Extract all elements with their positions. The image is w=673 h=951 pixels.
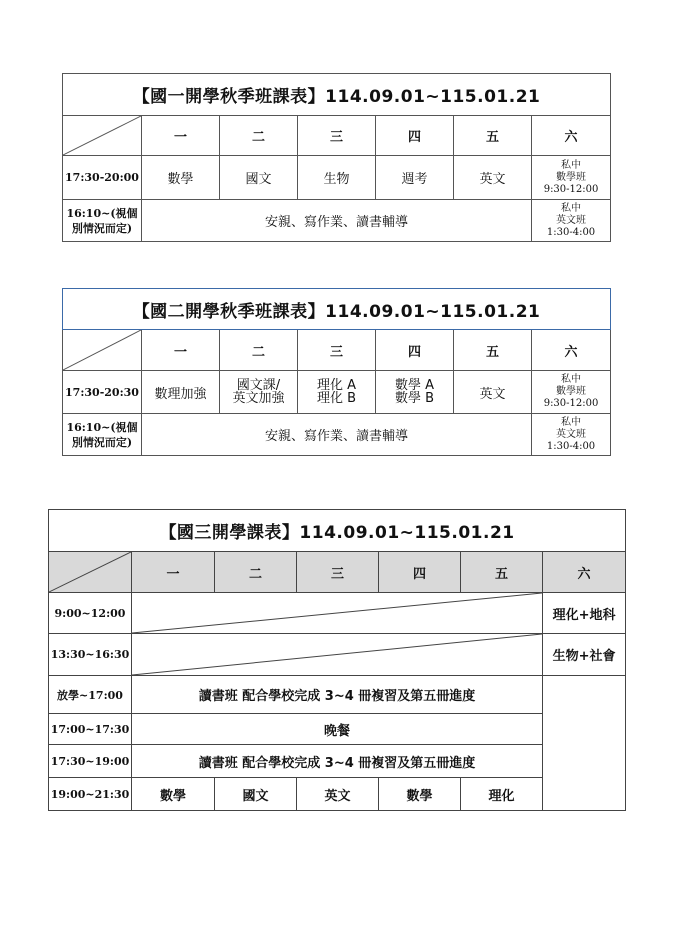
time-slot: 19:00~21:30 [49, 778, 132, 811]
corner-cell [49, 552, 132, 593]
subject-cell [376, 371, 454, 414]
day-header-mon: 一 [142, 330, 220, 371]
time-line: 16:10~(視個 [66, 206, 138, 220]
subject-cell: 數學 [142, 156, 220, 200]
table-title: 【國二開學秋季班課表】114.09.01~115.01.21 [63, 289, 611, 330]
day-header-mon: 一 [132, 552, 215, 593]
day-header-thu: 四 [376, 330, 454, 371]
time-slot: 13:30~16:30 [49, 634, 132, 676]
sat-line: 私中 [561, 159, 582, 171]
day-header-thu: 四 [379, 552, 461, 593]
subject-cell [220, 371, 298, 414]
day-header-wed: 三 [297, 552, 379, 593]
time-slot: 17:30-20:30 [63, 371, 142, 414]
sat-line: 1:30-4:00 [546, 226, 596, 238]
day-header-thu: 四 [376, 116, 454, 156]
time-slot: 17:00~17:30 [49, 714, 132, 745]
sat-line: 1:30-4:00 [546, 440, 596, 452]
subject-cell: 國文 [220, 156, 298, 200]
day-header-tue: 二 [220, 330, 298, 371]
table-title: 【國三開學課表】114.09.01~115.01.21 [49, 510, 626, 552]
saturday-cell [532, 414, 611, 456]
time-slot: 放學~17:00 [49, 676, 132, 714]
sat-line: 9:30-12:00 [543, 183, 599, 195]
time-line: 16:10~(視個 [66, 420, 138, 434]
corner-cell [63, 330, 142, 371]
subject-line: 數學 A [394, 378, 435, 393]
time-slot [63, 200, 142, 242]
day-header-tue: 二 [215, 552, 297, 593]
time-slot: 17:30~19:00 [49, 745, 132, 778]
sat-line: 9:30-12:00 [543, 398, 599, 409]
span-cell: 讀書班 配合學校完成 3~4 冊複習及第五冊進度 [132, 676, 543, 714]
sat-line: 私中 [561, 374, 582, 385]
subject-cell: 理化 [461, 778, 543, 811]
subject-cell: 數學 [132, 778, 215, 811]
span-cell: 安親、寫作業、讀書輔導 [142, 200, 532, 242]
time-slot [63, 414, 142, 456]
sat-line: 數學班 [556, 171, 587, 183]
saturday-cell: 理化+地科 [543, 593, 626, 634]
saturday-cell [532, 371, 611, 414]
empty-span-cell [132, 593, 543, 634]
corner-cell [63, 116, 142, 156]
schedule-table-grade7 [62, 73, 611, 242]
day-header-mon: 一 [142, 116, 220, 156]
day-header-fri: 五 [454, 116, 532, 156]
subject-line: 數學 B [394, 391, 435, 406]
schedule-table-grade8 [62, 288, 611, 456]
subject-cell: 數學 [379, 778, 461, 811]
day-header-fri: 五 [454, 330, 532, 371]
day-header-wed: 三 [298, 330, 376, 371]
table-title: 【國一開學秋季班課表】114.09.01~115.01.21 [63, 74, 611, 116]
sat-line: 英文班 [556, 214, 587, 226]
saturday-cell: 生物+社會 [543, 634, 626, 676]
subject-cell: 英文 [454, 156, 532, 200]
day-header-fri: 五 [461, 552, 543, 593]
time-slot: 17:30-20:00 [63, 156, 142, 200]
sat-line: 英文班 [556, 428, 587, 440]
saturday-empty-cell [543, 676, 626, 811]
sat-line: 私中 [561, 202, 582, 214]
subject-line: 英文加強 [232, 391, 285, 406]
subject-cell: 國文 [215, 778, 297, 811]
subject-cell: 英文 [297, 778, 379, 811]
subject-cell: 數理加強 [142, 371, 220, 414]
span-cell: 晚餐 [132, 714, 543, 745]
schedule-table-grade9 [48, 509, 626, 811]
span-cell: 安親、寫作業、讀書輔導 [142, 414, 532, 456]
time-line: 別情況而定) [71, 221, 133, 235]
subject-line: 國文課/ [236, 378, 281, 393]
sat-line: 私中 [561, 416, 582, 428]
day-header-sat: 六 [532, 116, 611, 156]
day-header-wed: 三 [298, 116, 376, 156]
saturday-cell [532, 156, 611, 200]
day-header-tue: 二 [220, 116, 298, 156]
time-slot: 9:00~12:00 [49, 593, 132, 634]
time-line: 別情況而定) [71, 435, 133, 449]
day-header-sat: 六 [532, 330, 611, 371]
subject-cell: 英文 [454, 371, 532, 414]
sat-line: 數學班 [556, 386, 587, 397]
span-cell: 讀書班 配合學校完成 3~4 冊複習及第五冊進度 [132, 745, 543, 778]
subject-line: 理化 B [316, 391, 357, 406]
empty-span-cell [132, 634, 543, 676]
subject-line: 理化 A [316, 378, 357, 393]
subject-cell: 週考 [376, 156, 454, 200]
day-header-sat: 六 [543, 552, 626, 593]
saturday-cell [532, 200, 611, 242]
subject-cell: 生物 [298, 156, 376, 200]
subject-cell [298, 371, 376, 414]
